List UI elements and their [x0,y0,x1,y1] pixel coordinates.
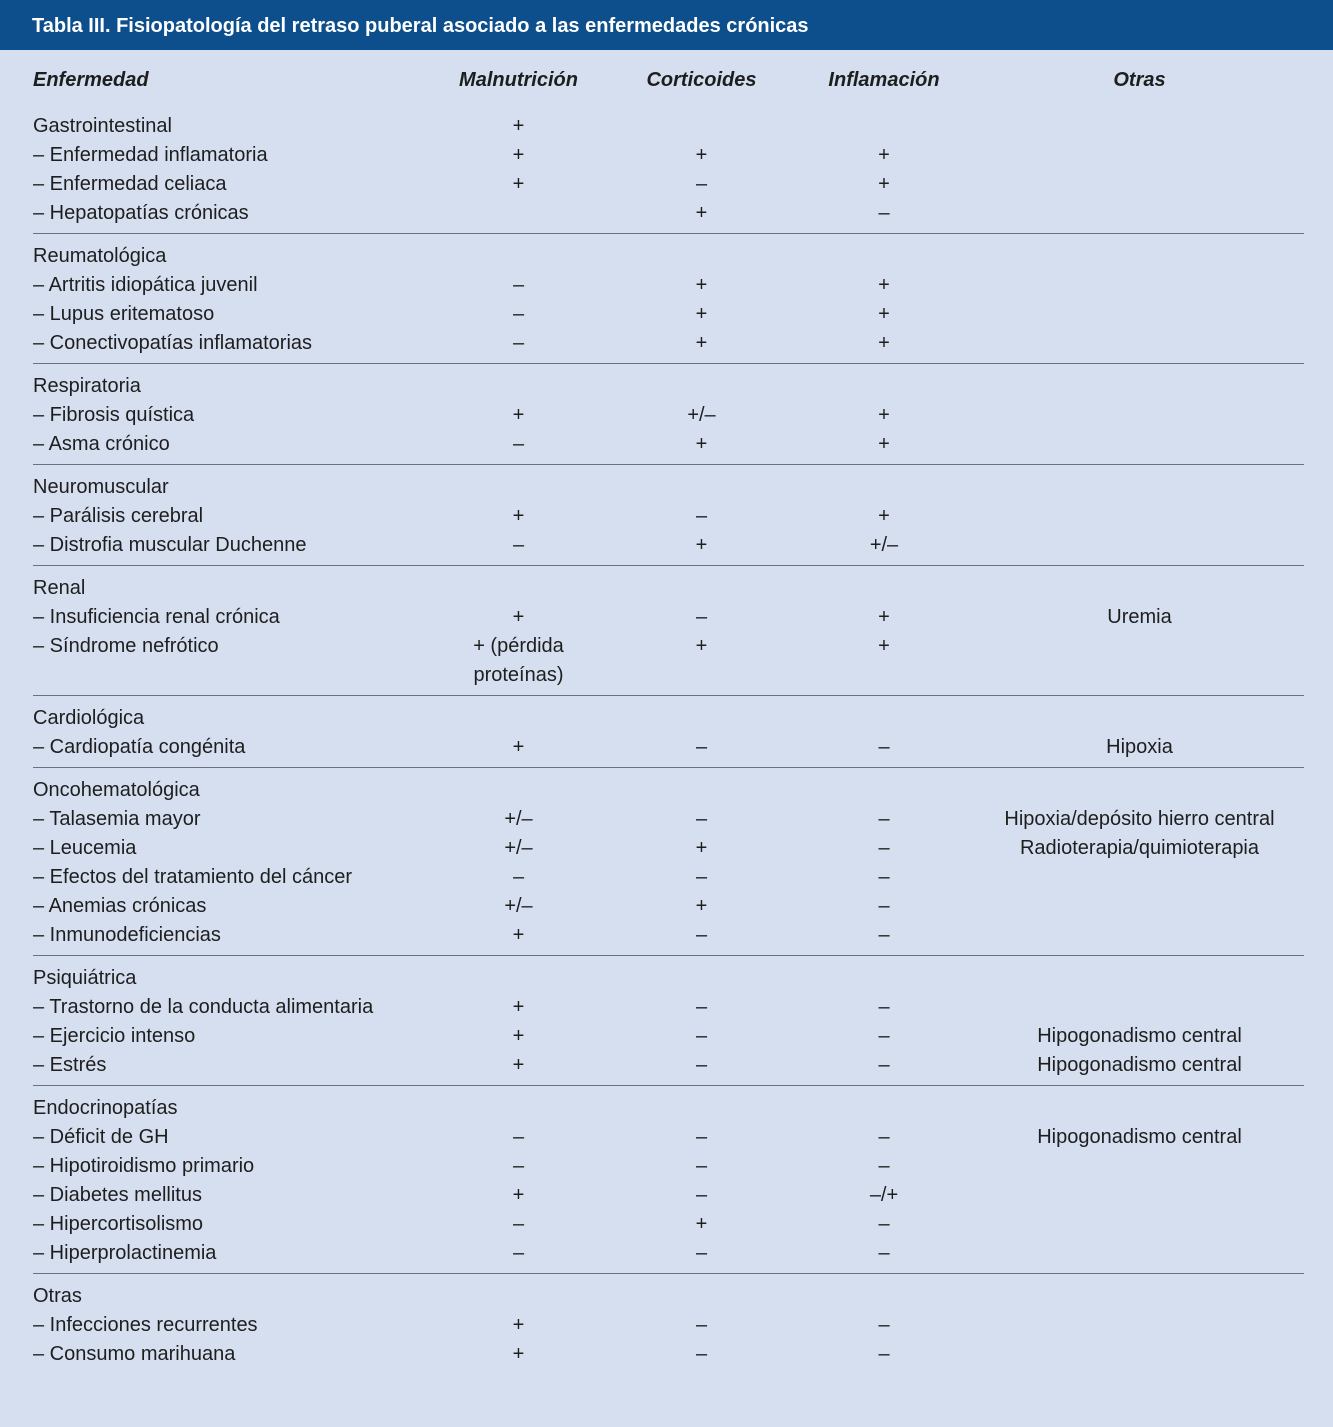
table-row [33,1123,1304,1152]
table-group [33,566,1304,696]
group-cell-inflamacion [793,1094,975,1123]
table-title: Tabla III. Fisiopatología del retraso puberal asociado a las enfermedades crónicas [0,0,1333,50]
cell-disease: – Inmunodeficiencias [33,924,221,946]
cell-inflamacion: + [878,635,890,657]
cell-disease: – Diabetes mellitus [33,1184,202,1206]
cell-corticoides: + [695,534,708,556]
cell-otras [975,329,1304,358]
cell-otras [975,531,1304,560]
group-cell-otras [975,1282,1304,1311]
table-row [33,892,1304,921]
group-cell-inflamacion [793,1282,975,1311]
table-row [33,1051,1304,1080]
cell-inflamacion: – [878,202,890,224]
cell-malnutricion: + [512,173,525,195]
group-cell-inflamacion [793,704,975,733]
table-group [33,768,1304,956]
cell-malnutricion: – [512,303,525,325]
cell-inflamacion: – [878,1343,890,1365]
table-row [33,1022,1304,1051]
cell-otras: Radioterapia/quimioterapia [1019,837,1260,859]
cell-otras: Hipoxia [1106,736,1173,758]
cell-otras [975,1239,1304,1268]
group-header-row [33,473,1304,502]
cell-corticoides: – [695,505,708,527]
group-cell-malnutricion [427,242,610,271]
cell-otras [975,632,1304,690]
group-cell-corticoides [610,776,793,805]
cell-malnutricion: + (pérdida proteínas) [473,635,564,686]
cell-corticoides: + [695,433,708,455]
cell-corticoides: – [695,1126,708,1148]
table-row [33,430,1304,459]
cell-inflamacion: – [878,837,890,859]
group-header-row [33,776,1304,805]
table-group [33,364,1304,465]
cell-disease: – Hipotiroidismo primario [33,1155,255,1177]
cell-corticoides: + [695,837,708,859]
table-group [33,110,1304,234]
table-row [33,141,1304,170]
cell-otras [975,892,1304,921]
cell-corticoides: – [695,173,708,195]
cell-disease: – Ejercicio intenso [33,1025,196,1047]
cell-corticoides: – [695,1155,708,1177]
group-cell-otras [975,704,1304,733]
cell-disease: – Síndrome nefrótico [33,635,219,657]
cell-malnutricion: + [512,404,525,426]
cell-malnutricion: – [512,332,525,354]
cell-corticoides: + [695,303,708,325]
table-row [33,834,1304,863]
cell-corticoides: – [695,1314,708,1336]
group-header-row [33,112,1304,141]
cell-malnutricion: + [512,1184,525,1206]
group-cell-inflamacion [793,776,975,805]
cell-disease: – Efectos del tratamiento del cáncer [33,866,353,888]
group-cell-malnutricion: + [512,115,525,137]
cell-corticoides: + [695,1213,708,1235]
group-cell-otras [975,574,1304,603]
group-cell-malnutricion [427,574,610,603]
group-cell-malnutricion [427,1282,610,1311]
group-cell-otras [975,242,1304,271]
group-cell-malnutricion [427,473,610,502]
cell-otras: Hipogonadismo central [1037,1126,1242,1148]
cell-otras [975,300,1304,329]
table-row [33,401,1304,430]
group-cell-corticoides [610,112,793,141]
cell-otras [975,993,1304,1022]
cell-corticoides: – [695,606,708,628]
cell-disease: – Anemias crónicas [33,895,207,917]
group-header-row [33,964,1304,993]
cell-disease: – Fibrosis quística [33,404,195,426]
cell-malnutricion: – [512,1213,525,1235]
group-cell-corticoides [610,964,793,993]
cell-corticoides: + [695,202,708,224]
cell-inflamacion: – [878,1126,890,1148]
cell-inflamacion: +/– [869,534,899,556]
cell-malnutricion: +/– [504,895,533,917]
cell-disease: – Distrofia muscular Duchenne [33,534,307,556]
cell-otras [975,199,1304,228]
group-cell-inflamacion [793,964,975,993]
cell-inflamacion: + [878,404,890,426]
cell-otras [975,401,1304,430]
cell-disease: – Leucemia [33,837,137,859]
group-cell-inflamacion [793,112,975,141]
group-cell-malnutricion [427,776,610,805]
group-cell-corticoides [610,574,793,603]
cell-malnutricion: + [512,144,525,166]
cell-disease: – Talasemia mayor [33,808,201,830]
group-header-row [33,574,1304,603]
cell-malnutricion: + [512,1025,525,1047]
cell-corticoides: – [695,736,708,758]
table-row [33,1181,1304,1210]
table-group [33,1274,1304,1374]
cell-inflamacion: + [878,274,890,296]
cell-otras: Uremia [1107,606,1172,628]
table-row [33,733,1304,762]
cell-malnutricion: + [512,505,525,527]
cell-disease: – Enfermedad inflamatoria [33,144,268,166]
cell-inflamacion: – [878,895,890,917]
cell-malnutricion: – [512,534,525,556]
table-row [33,502,1304,531]
group-cell-corticoides [610,704,793,733]
cell-otras [975,170,1304,199]
cell-malnutricion: + [512,996,525,1018]
group-name: Otras [33,1285,82,1307]
group-cell-malnutricion [427,704,610,733]
group-cell-corticoides [610,372,793,401]
group-name: Neuromuscular [33,476,169,498]
group-name: Renal [33,577,86,599]
cell-malnutricion: – [512,1242,525,1264]
cell-inflamacion: – [878,808,890,830]
cell-inflamacion: – [878,866,890,888]
cell-otras [975,141,1304,170]
group-cell-corticoides [610,473,793,502]
cell-corticoides: + [695,274,708,296]
cell-inflamacion: – [878,1155,890,1177]
cell-corticoides: – [695,866,708,888]
cell-malnutricion [427,199,610,228]
table-row [33,170,1304,199]
group-cell-otras [975,112,1304,141]
group-cell-malnutricion [427,372,610,401]
cell-otras [975,1340,1304,1369]
table-row [33,329,1304,358]
cell-disease: – Insuficiencia renal crónica [33,606,280,628]
group-header-row [33,242,1304,271]
group-name: Oncohematológica [33,779,200,801]
cell-disease: – Cardiopatía congénita [33,736,246,758]
cell-disease: – Artritis idiopática juvenil [33,274,258,296]
table-group [33,1086,1304,1274]
cell-malnutricion: + [512,606,525,628]
cell-otras [975,1311,1304,1340]
group-cell-inflamacion [793,242,975,271]
column-header-inflamacion: Inflamación [828,68,940,91]
group-name: Respiratoria [33,375,141,397]
group-header-row [33,704,1304,733]
cell-malnutricion: + [512,1314,525,1336]
group-cell-otras [975,1094,1304,1123]
cell-disease: – Parálisis cerebral [33,505,204,527]
group-cell-malnutricion [427,1094,610,1123]
table-row [33,1311,1304,1340]
cell-malnutricion: + [512,736,525,758]
cell-inflamacion: – [878,1213,890,1235]
cell-otras: Hipogonadismo central [1037,1054,1242,1076]
disease-table [0,50,1304,1374]
cell-inflamacion: – [878,1314,890,1336]
cell-corticoides: – [695,1343,708,1365]
cell-otras [975,1181,1304,1210]
cell-disease: – Hipercortisolismo [33,1213,204,1235]
group-header-row [33,372,1304,401]
column-header-otras: Otras [1113,68,1166,91]
group-header-row [33,1094,1304,1123]
group-header-row [33,1282,1304,1311]
cell-disease: – Lupus eritematoso [33,303,215,325]
group-cell-inflamacion [793,473,975,502]
cell-malnutricion: – [512,866,525,888]
cell-disease: – Asma crónico [33,433,170,455]
table-row [33,603,1304,632]
cell-otras [975,863,1304,892]
cell-corticoides: – [695,1184,708,1206]
table-row [33,993,1304,1022]
cell-malnutricion: +/– [504,837,533,859]
cell-inflamacion: – [878,1025,890,1047]
group-cell-corticoides [610,242,793,271]
cell-corticoides: – [695,808,708,830]
cell-disease: – Infecciones recurrentes [33,1314,258,1336]
group-cell-malnutricion [427,964,610,993]
table-row [33,199,1304,228]
group-cell-corticoides [610,1282,793,1311]
group-cell-otras [975,372,1304,401]
cell-inflamacion: + [878,433,890,455]
cell-corticoides: – [695,996,708,1018]
cell-corticoides: +/– [687,404,716,426]
group-name: Reumatológica [33,245,167,267]
cell-inflamacion: + [878,332,890,354]
cell-disease: – Déficit de GH [33,1126,169,1148]
cell-corticoides: – [695,1242,708,1264]
cell-inflamacion: – [878,736,890,758]
table-row [33,271,1304,300]
table-group [33,956,1304,1086]
table-group [33,234,1304,364]
cell-inflamacion: –/+ [869,1184,899,1206]
cell-disease: – Conectivopatías inflamatorias [33,332,313,354]
group-cell-corticoides [610,1094,793,1123]
cell-inflamacion: – [878,1242,890,1264]
cell-otras [975,430,1304,459]
table-group [33,465,1304,566]
cell-disease: – Estrés [33,1054,107,1076]
cell-disease: – Hiperprolactinemia [33,1242,217,1264]
cell-malnutricion: – [512,1155,525,1177]
cell-otras: Hipogonadismo central [1037,1025,1242,1047]
table-row [33,300,1304,329]
table-group [33,696,1304,768]
cell-corticoides: – [695,1025,708,1047]
cell-inflamacion: + [878,505,890,527]
cell-otras [975,1210,1304,1239]
cell-otras [975,921,1304,950]
group-cell-inflamacion [793,372,975,401]
group-cell-otras [975,776,1304,805]
cell-malnutricion: + [512,1054,525,1076]
table-row [33,1239,1304,1268]
cell-otras [975,502,1304,531]
table-row [33,805,1304,834]
cell-otras [975,271,1304,300]
group-cell-inflamacion [793,574,975,603]
table-row [33,863,1304,892]
cell-inflamacion: – [878,924,890,946]
group-name: Cardiológica [33,707,145,729]
table-header [33,50,1304,110]
cell-malnutricion: + [512,924,525,946]
cell-disease: – Trastorno de la conducta alimentaria [33,996,374,1018]
cell-inflamacion: + [878,606,890,628]
cell-disease: – Consumo marihuana [33,1343,236,1365]
cell-disease: – Enfermedad celiaca [33,173,227,195]
cell-malnutricion: – [512,274,525,296]
group-name: Psiquiátrica [33,967,137,989]
table-row [33,632,1304,690]
cell-inflamacion: + [878,303,890,325]
group-cell-otras [975,473,1304,502]
table-row [33,1152,1304,1181]
cell-corticoides: – [695,1054,708,1076]
cell-inflamacion: – [878,1054,890,1076]
cell-malnutricion: – [512,1126,525,1148]
table-row [33,1210,1304,1239]
cell-corticoides: + [695,635,708,657]
cell-malnutricion: + [512,1343,525,1365]
cell-inflamacion: + [878,173,890,195]
table-row [33,531,1304,560]
cell-otras: Hipoxia/depósito hierro central [1004,808,1275,830]
group-cell-otras [975,964,1304,993]
cell-otras [975,1152,1304,1181]
table-body [33,110,1304,1374]
cell-malnutricion: – [512,433,525,455]
cell-disease: – Hepatopatías crónicas [33,202,249,224]
group-name: Gastrointestinal [33,115,172,137]
column-header-malnutricion: Malnutrición [459,68,578,91]
cell-inflamacion: + [878,144,890,166]
cell-inflamacion: – [878,996,890,1018]
table-row [33,921,1304,950]
cell-malnutricion: +/– [504,808,533,830]
group-name: Endocrinopatías [33,1097,178,1119]
cell-corticoides: – [695,924,708,946]
cell-corticoides: + [695,144,708,166]
column-header-enfermedad: Enfermedad [33,68,149,91]
cell-corticoides: + [695,332,708,354]
cell-corticoides: + [695,895,708,917]
table-row [33,1340,1304,1369]
column-header-corticoides: Corticoides [646,68,757,91]
